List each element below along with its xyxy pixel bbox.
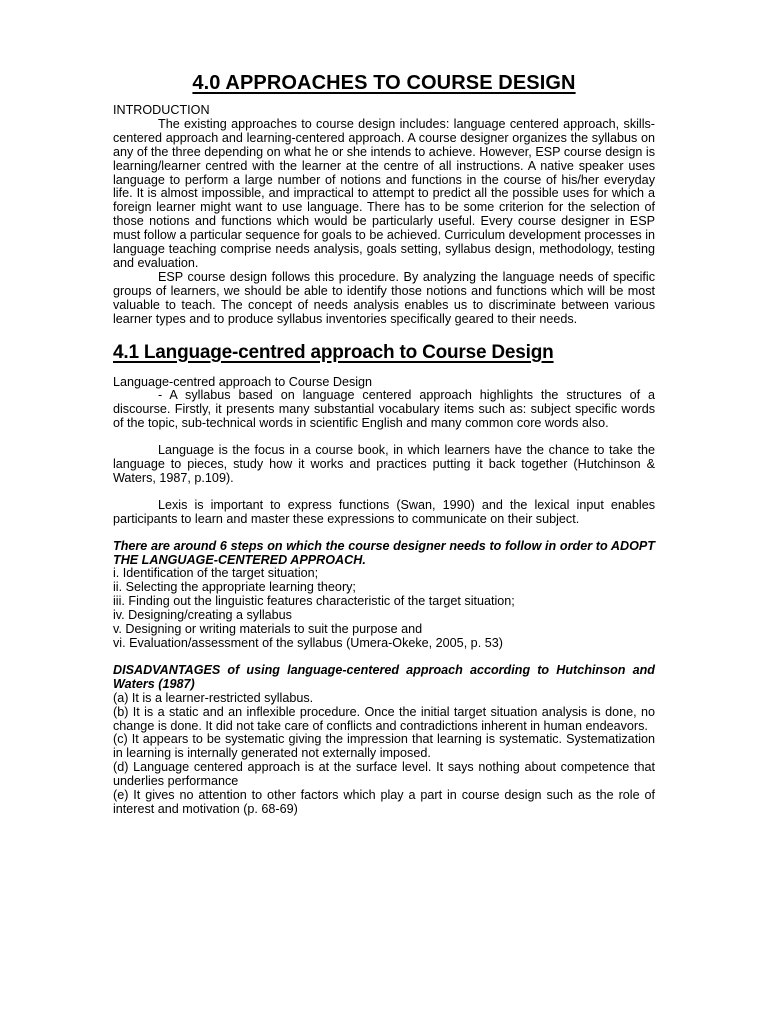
section-heading: 4.1 Language-centred approach to Course Design	[113, 341, 554, 363]
disadvantages-list	[113, 692, 655, 817]
list-item: v. Designing or writing materials to suit the purpose and	[113, 622, 423, 637]
steps-intro: There are around 6 steps on which the course designer needs to follow in order to ADOPT THE LANGUAGE-CENTERED APPROACH.	[113, 538, 655, 567]
list-item: vi. Evaluation/assessment of the syllabus (Umera-Okeke, 2005, p. 53)	[113, 636, 503, 650]
intro-paragraph-1: The existing approaches to course design includes: language centered approach, skills-centered approach and learning-centered approach. A course designer organizes the syllabus on any of the three depending on what he or she intends to achieve. However, ESP course design is learning/learner centred with the learner at the centre of all instructions. A native speaker uses language to perform a large number of notions and functions in the course of his/her everyday life. It is almost impossible, and impractical to attempt to predict all the possible uses for which a foreign learner might want to use language. There has to be some criterion for the selection of those notions and functions which would be particularly useful. Every course designer in ESP must follow a particular sequence for goals to be achieved. Curriculum development processes in language teaching comprise needs analysis, goals setting, syllabus design, methodology, testing and evaluation.	[113, 116, 655, 270]
list-item: (c) It appears to be systematic giving the impression that learning is systematic. Systematization in learning is internally generated not externally imposed.	[113, 732, 655, 761]
section-paragraph-3: Lexis is important to express functions (Swan, 1990) and the lexical input enables participants to learn and master these expressions to communicate on their subject.	[113, 497, 655, 526]
list-item: (b) It is a static and an inflexible procedure. Once the initial target situation analysis is done, no change is done. It did not take care of conflicts and contradictions inherent in human endeavors.	[113, 704, 655, 733]
list-item: (d) Language centered approach is at the surface level. It says nothing about competence that underlies performance	[113, 760, 655, 789]
list-item: (a) It is a learner-restricted syllabus.	[113, 690, 314, 705]
document-body	[113, 70, 655, 817]
main-heading: 4.0 APPROACHES TO COURSE DESIGN	[192, 72, 576, 94]
intro-label: INTRODUCTION	[113, 103, 210, 117]
section-paragraph-1: - A syllabus based on language centered approach highlights the structures of a discourse. Firstly, it presents many substantial vocabulary items such as: subject specific words of the topic, sub-technical words in scientific English and many common core words also.	[113, 388, 655, 431]
disadvantages-intro: DISADVANTAGES of using language-centered approach according to Hutchinson and Waters (1987)	[113, 662, 655, 691]
intro-paragraph-2: ESP course design follows this procedure. By analyzing the language needs of specific groups of learners, we should be able to identify those notions and functions which will be most valuable to teach. The concept of needs analysis enables us to discriminate between various learner types and to produce syllabus inventories specifically geared to their needs.	[113, 269, 655, 326]
steps-list	[113, 567, 655, 650]
list-item: i. Identification of the target situation;	[113, 566, 319, 581]
section-label: Language-centred approach to Course Design	[113, 374, 373, 389]
list-item: iii. Finding out the linguistic features characteristic of the target situation;	[113, 594, 515, 609]
list-item: (e) It gives no attention to other factors which play a part in course design such as the role of interest and motivation (p. 68-69)	[113, 788, 655, 816]
section-paragraph-2: Language is the focus in a course book, in which learners have the chance to take the language to pieces, study how it works and practices putting it back together (Hutchinson & Waters, 1987, p.109).	[113, 443, 655, 485]
list-item: iv. Designing/creating a syllabus	[113, 608, 292, 623]
list-item: ii. Selecting the appropriate learning theory;	[113, 580, 356, 595]
